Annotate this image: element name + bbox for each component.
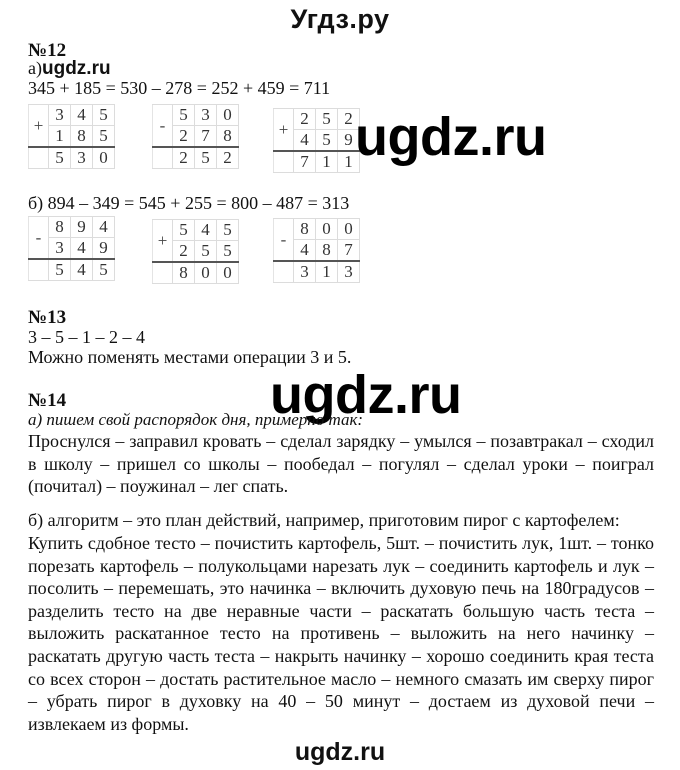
operator-sign: + xyxy=(29,105,49,148)
digit: 5 xyxy=(316,109,338,130)
column-calc-a3 xyxy=(273,108,360,173)
digit: 8 xyxy=(49,217,71,238)
digit: 1 xyxy=(49,126,71,148)
column-calc-a1 xyxy=(28,104,115,169)
calc-table xyxy=(152,219,239,284)
task-12-part-b-equation: б) 894 – 349 = 545 + 255 = 800 – 487 = 313 xyxy=(28,193,350,213)
digit: 4 xyxy=(294,130,316,152)
digit: 5 xyxy=(316,130,338,152)
result-digit: 3 xyxy=(71,147,93,169)
column-calc-b2 xyxy=(152,219,239,284)
result-digit: 5 xyxy=(49,147,71,169)
task-12-part-a-equation: 345 + 185 = 530 – 278 = 252 + 459 = 711 xyxy=(28,78,331,98)
digit: 8 xyxy=(71,126,93,148)
operator-sign: + xyxy=(153,220,173,263)
digit: 2 xyxy=(338,109,360,130)
site-title: Угдз.ру xyxy=(290,4,390,34)
digit: 2 xyxy=(173,241,195,263)
result-digit: 7 xyxy=(294,151,316,173)
result-digit: 5 xyxy=(49,259,71,281)
empty-cell xyxy=(274,261,294,283)
result-digit: 0 xyxy=(195,262,217,284)
digit: 5 xyxy=(173,105,195,126)
calc-table xyxy=(273,108,360,173)
task-14-part-b-text: Купить сдобное тесто – почистить картофель, 5шт. – почистить лук, 1шт. – тонко порезать картофель – полукольцами нарезать лук – соединить картофель и лук – посолить – перемешать, это начинка – включить духовую печь на 180градусов – разделить тесто на две неравные части – раскатать большую часть теста – выложить раскатанное тесто на противень – выложить на него начинку – раскатать другую часть теста – накрыть начинку – хорошо соединить края теста со всех сторон – достать растительное масло – немного смазать им сверху пирог – убрать пирог в духовку на 40 – 50 минут – достаем из духовой печи – извлекаем из формы. xyxy=(28,533,654,734)
inline-watermark: ugdz.ru xyxy=(41,58,111,79)
digit: 4 xyxy=(93,217,115,238)
digit: 9 xyxy=(71,217,93,238)
task-13-number: №13 xyxy=(28,307,67,328)
empty-cell xyxy=(29,259,49,281)
big-watermark-1: ugdz.ru xyxy=(355,107,547,167)
task-13-sequence: 3 – 5 – 1 – 2 – 4 xyxy=(28,327,145,347)
operator-sign: - xyxy=(153,105,173,148)
result-digit: 5 xyxy=(195,147,217,169)
digit: 8 xyxy=(217,126,239,148)
task-14-part-a-intro: а) пишем свой распорядок дня, примерно так: xyxy=(28,410,364,429)
digit: 0 xyxy=(316,219,338,240)
result-digit: 0 xyxy=(93,147,115,169)
footer-watermark: ugdz.ru xyxy=(294,738,386,766)
task-14-number: №14 xyxy=(28,390,67,411)
digit: 5 xyxy=(173,220,195,241)
result-digit: 1 xyxy=(338,151,360,173)
digit: 9 xyxy=(338,130,360,152)
result-digit: 3 xyxy=(338,261,360,283)
result-digit: 4 xyxy=(71,259,93,281)
task-14-part-b-intro: б) алгоритм – это план действий, например, приготовим пирог с картофелем: xyxy=(28,510,620,530)
digit: 4 xyxy=(195,220,217,241)
task-12-part-a-label: а) xyxy=(28,58,42,78)
operator-sign: - xyxy=(29,217,49,260)
empty-cell xyxy=(29,147,49,169)
digit: 5 xyxy=(195,241,217,263)
digit: 5 xyxy=(93,126,115,148)
digit: 9 xyxy=(93,238,115,260)
operator-sign: + xyxy=(274,109,294,152)
digit: 4 xyxy=(71,238,93,260)
result-digit: 0 xyxy=(217,262,239,284)
calc-table xyxy=(273,218,360,283)
digit: 7 xyxy=(195,126,217,148)
column-calc-a2 xyxy=(152,104,239,169)
task-12-number: №12 xyxy=(28,40,67,61)
empty-cell xyxy=(153,147,173,169)
digit: 0 xyxy=(338,219,360,240)
calc-table xyxy=(28,104,115,169)
digit: 2 xyxy=(294,109,316,130)
calc-table xyxy=(28,216,115,281)
digit: 8 xyxy=(316,240,338,262)
digit: 7 xyxy=(338,240,360,262)
digit: 4 xyxy=(294,240,316,262)
digit: 2 xyxy=(173,126,195,148)
big-watermark-2: ugdz.ru xyxy=(270,365,462,425)
operator-sign: - xyxy=(274,219,294,262)
digit: 3 xyxy=(195,105,217,126)
task-13-note: Можно поменять местами операции 3 и 5. xyxy=(28,347,352,367)
result-digit: 2 xyxy=(217,147,239,169)
result-digit: 2 xyxy=(173,147,195,169)
digit: 0 xyxy=(217,105,239,126)
result-digit: 8 xyxy=(173,262,195,284)
digit: 5 xyxy=(217,220,239,241)
digit: 5 xyxy=(217,241,239,263)
result-digit: 1 xyxy=(316,151,338,173)
calc-table xyxy=(152,104,239,169)
empty-cell xyxy=(153,262,173,284)
task-12-part-a-label-row xyxy=(28,58,111,80)
task-14-part-a-text: Проснулся – заправил кровать – сделал зарядку – умылся – позавтракал – сходил в школу – пришел со школы – пообедал – погулял – сделал уроки – поиграл (почитал) – поужинал – лег спать. xyxy=(28,431,654,497)
empty-cell xyxy=(274,151,294,173)
digit: 4 xyxy=(71,105,93,126)
column-calc-b3 xyxy=(273,218,360,283)
column-calc-b1 xyxy=(28,216,115,281)
digit: 8 xyxy=(294,219,316,240)
digit: 5 xyxy=(93,105,115,126)
result-digit: 3 xyxy=(294,261,316,283)
result-digit: 5 xyxy=(93,259,115,281)
digit: 3 xyxy=(49,238,71,260)
digit: 3 xyxy=(49,105,71,126)
result-digit: 1 xyxy=(316,261,338,283)
